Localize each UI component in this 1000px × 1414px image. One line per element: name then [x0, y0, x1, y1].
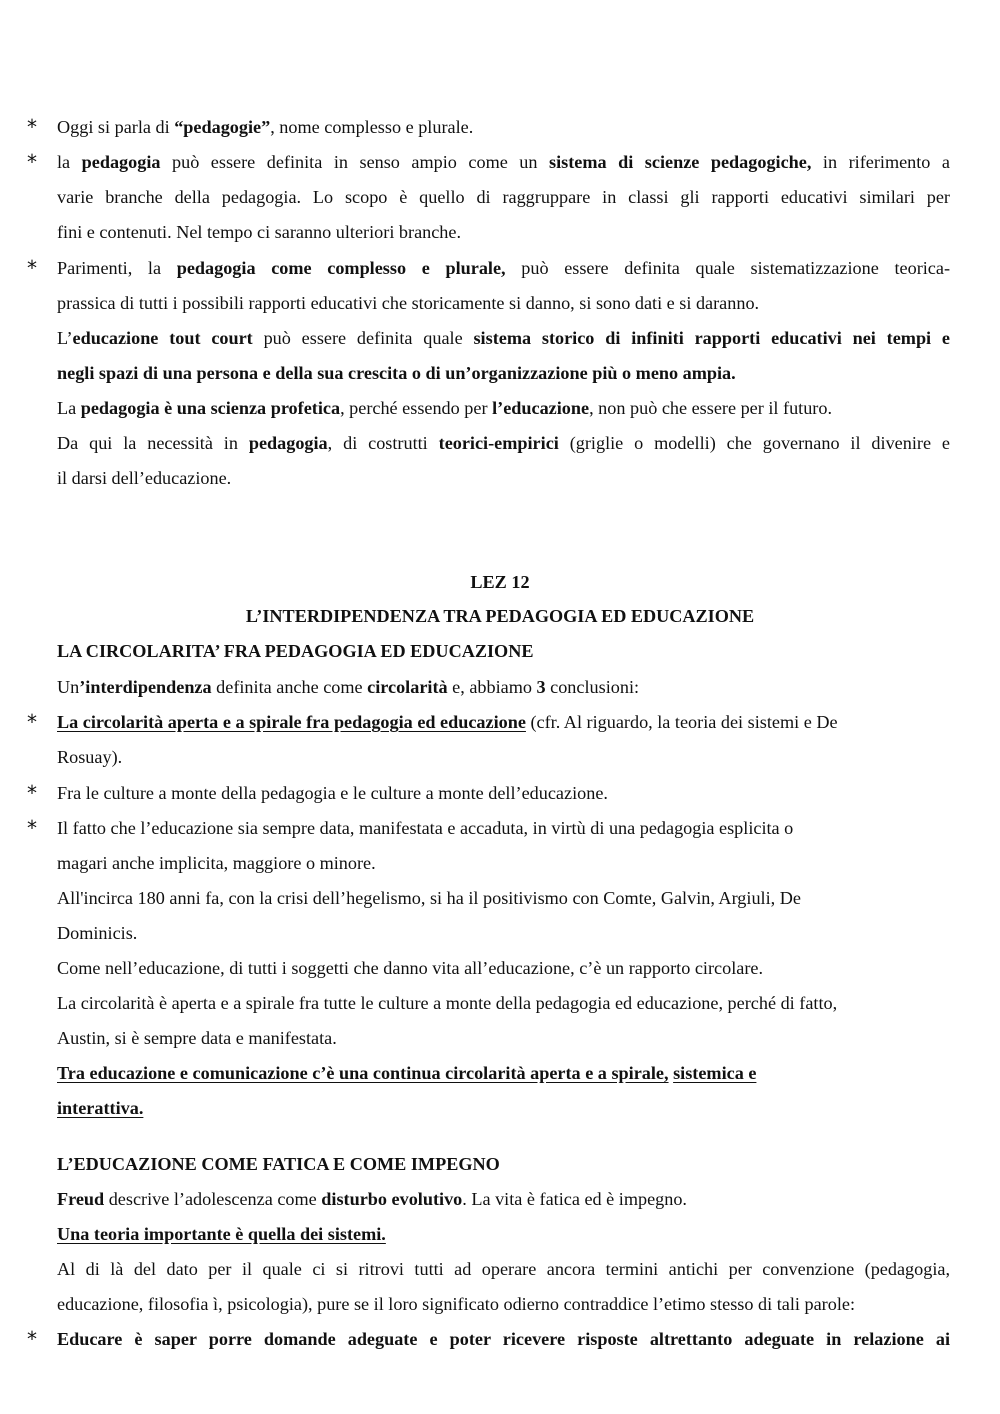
paragraph-line: magari anche implicita, maggiore o minore.	[57, 853, 376, 873]
paragraph-line: negli spazi di una persona e della sua crescita o di un’organizzazione più o meno ampia.	[57, 363, 736, 383]
lesson-title-heading: L’INTERDIPENDENZA TRA PEDAGOGIA ED EDUCAZIONE	[245, 606, 755, 626]
paragraph-line: Come nell’educazione, di tutti i soggetti che danno vita all’educazione, c’è un rapporto circolare.	[57, 958, 763, 978]
bullet-marker: *	[27, 115, 37, 139]
paragraph-line: Al di là del dato per il quale ci si ritrovi tutti ad operare ancora termini antichi per convenzione (pedagogia,	[57, 1259, 950, 1279]
section-heading: LA CIRCOLARITA’ FRA PEDAGOGIA ED EDUCAZIONE	[57, 641, 534, 661]
paragraph-line: fini e contenuti. Nel tempo ci saranno ulteriori branche.	[57, 222, 462, 242]
paragraph-line: Freud descrive l’adolescenza come disturbo evolutivo. La vita è fatica ed è impegno.	[57, 1189, 687, 1209]
bullet-marker: *	[27, 710, 37, 734]
paragraph-line: prassica di tutti i possibili rapporti educativi che storicamente si danno, si sono dati e si daranno.	[57, 293, 760, 313]
paragraph-line: educazione, filosofia ì, psicologia), pure se il loro significato odierno contraddice l’etimo stesso di tali parole:	[57, 1294, 855, 1314]
paragraph-line: Parimenti, la pedagogia come complesso e plurale, può essere definita quale sistematizzazione teorica-	[57, 258, 951, 278]
bullet-marker: *	[27, 781, 37, 805]
paragraph-line: Educare è saper porre domande adeguate e poter ricevere risposte altrettanto adeguate in relazione ai	[57, 1329, 950, 1349]
paragraph-line: La pedagogia è una scienza profetica, perché essendo per l’educazione, non può che essere per il futuro.	[57, 398, 833, 418]
paragraph-line: Austin, si è sempre data e manifestata.	[57, 1028, 337, 1048]
paragraph-line: La circolarità aperta e a spirale fra pedagogia ed educazione (cfr. Al riguardo, la teoria dei sistemi e De	[57, 712, 838, 732]
paragraph-line: Oggi si parla di “pedagogie”, nome complesso e plurale.	[57, 117, 474, 137]
paragraph-line: interattiva.	[57, 1098, 144, 1118]
section-heading: L’EDUCAZIONE COME FATICA E COME IMPEGNO	[57, 1154, 500, 1174]
bullet-marker: *	[27, 816, 37, 840]
paragraph-line: All'incirca 180 anni fa, con la crisi dell’hegelismo, si ha il positivismo con Comte, Galvin, Argiuli, De	[57, 888, 801, 908]
paragraph-line: La circolarità è aperta e a spirale fra tutte le culture a monte della pedagogia ed educazione, perché di fatto,	[57, 993, 838, 1013]
paragraph-line: Tra educazione e comunicazione c’è una continua circolarità aperta e a spirale, sistemica e	[57, 1063, 757, 1083]
bullet-marker: *	[27, 256, 37, 280]
bullet-marker: *	[27, 150, 37, 174]
paragraph-line: L’educazione tout court può essere definita quale sistema storico di infiniti rapporti educativi nei tempi e	[57, 328, 951, 348]
paragraph-line: Rosuay).	[57, 747, 123, 767]
paragraph-line: varie branche della pedagogia. Lo scopo è quello di raggruppare in classi gli rapporti educativi similari per	[57, 187, 950, 207]
bullet-marker: *	[27, 1327, 37, 1351]
lesson-number-heading: LEZ 12	[470, 572, 530, 592]
paragraph-line: Fra le culture a monte della pedagogia e le culture a monte dell’educazione.	[57, 783, 608, 803]
paragraph-line: Un’interdipendenza definita anche come circolarità e, abbiamo 3 conclusioni:	[57, 677, 640, 697]
paragraph-line: la pedagogia può essere definita in senso ampio come un sistema di scienze pedagogiche, in riferimento a	[57, 152, 950, 172]
paragraph-line: Da qui la necessità in pedagogia, di costrutti teorici-empirici (griglie o modelli) che governano il divenire e	[57, 433, 950, 453]
paragraph-line: Dominicis.	[57, 923, 138, 943]
paragraph-line: Il fatto che l’educazione sia sempre data, manifestata e accaduta, in virtù di una pedagogia esplicita o	[57, 818, 794, 838]
paragraph-line: il darsi dell’educazione.	[57, 468, 232, 488]
paragraph-line: Una teoria importante è quella dei sistemi.	[57, 1224, 386, 1244]
